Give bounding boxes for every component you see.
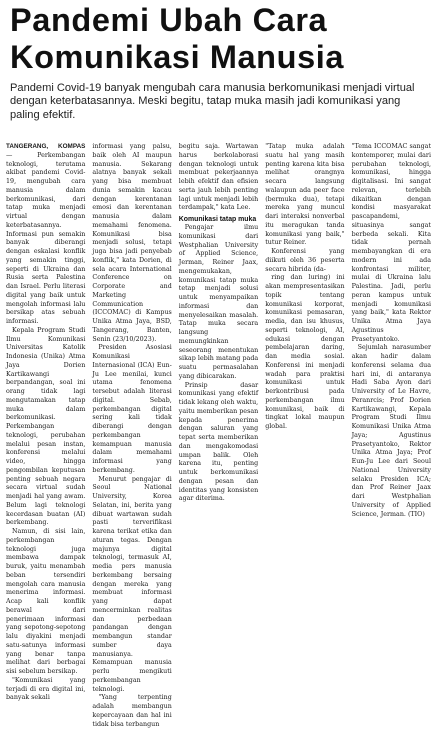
body-paragraph: ring dan luring) ini akan mempresentasikan topik tentang komunikasi korporat, komunikasi pemasaran, media, dan isu khusus, seperti teknologi, AI, edukasi dengan pembelajaran daring, dan media sosial. Konferensi ini menjadi wadah para praktisi komunikasi untuk berkontribusi pada perkembangan ilmu komunikasi, baik di tingkat lokal maupun global.: [265, 274, 345, 430]
body-column-1: [6, 143, 85, 729]
body-paragraph: Kepala Program Studi Ilmu Komunikasi Universitas Katolik Indonesia (Unika) Atma Jaya Dorien Kartikawangi berpandangan, soal ini orang tidak lagi mengutamakan tatap muka dalam berkomunikasi. Perkembangan teknologi, perubahan melalui pesan instan, konferensi melalui video, hingga pengombilan keputusan penting sebuah negara secara virtual sudah menjadi hal yang awam. Belum lagi teknologi kecerdasan buatan (AI) berkembang.: [6, 326, 86, 527]
body-paragraph: Prinsip dasar komunikasi yang efektif tidak lekang oleh waktu, yaitu memberikan pesan kepada penerima dengan saluran yang tepat serta memberikan dan mengakomodasi umpan balik. Oleh karena itu, penting untuk berkomunikasi dengan pesan dan identitas yang konsisten agar diterima.: [178, 381, 259, 503]
body-paragraph: Pengajar ilmu komunikasi dari Westphalian University of Applied Science, Jerman, Reiner Jaax, mengemukakan, komunikasi tatap muka tetap menjadi solusi untuk menyampaikan informasi dan menyelesaikan masalah. Tatap muka secara langsung memungkinkan seseorang menentukan sikap lebih matang pada suatu permasalahan yang dibicarakan.: [178, 224, 259, 380]
body-paragraph: Menurut pengajar di Seoul National University, Korea Selatan, ini, berita yang dibuat wartawan sudah pasti terverifikasi karena terikat etika dan aturan tegas. Dengan majunya digital teknologi, termasuk AI, media pers manusia berkembang bersaing dengan mereka yang membuat informasi yang dapat mencerminkan realitas dan perbedaan pandangan dengan membangun standar sumber daya manusianya. Kemampuan manusia perlu mengikuti perkembangan teknologi.: [92, 475, 172, 693]
body-paragraph: "Tema ICCOMAC sangat kontemporer, mulai dari perubahan teknologi, komunikasi, hingga digitalisasi. Ini sangat relevan, terlebih dikaitkan dengan kondisi masyarakat pascapandemi, situasinya sangat berbeda sekali. Kita tidak pernah membayangkan di era modern ini ada konfrontasi militer, mulai di Ukraina lalu Palestina. Jadi, perlu peran kampus untuk menjadi komunikasi yang baik," kata Rektor Unika Atma Jaya Agustinus Prasetyantoko.: [351, 143, 431, 343]
body-column-2: [92, 143, 171, 729]
body-paragraph: informasi yang palsu, baik oleh AI maupun manusia. Sekarang alatnya banyak sekali yang bisa membuat dunia semakin kacau dengan kerentanan emosi dan kerentanan manusia dalam memahami fenomena. Komunikasi bisa menjadi solusi, tetapi juga bisa jadi penyebab konflik," kata Dorien, di sela acara International Conference on Corporate and Marketing Communication (ICCOMAC) di Kampus Unika Atma Jaya, BSD, Tangerang, Banten, Senin (23/10/2023).: [92, 143, 172, 343]
dateline: TANGERANG, KOMPAS: [6, 143, 86, 150]
body-paragraph: begitu saja. Wartawan harus berkolaborasi dengan teknologi untuk membuat pekerjaannya lebih efektif dan efisien serta jauh lebih penting lagi untuk menjadi lebih terdampak," kata Lee.: [178, 143, 259, 212]
body-paragraph: TANGERANG, KOMPAS — Perkembangan teknologi, terutama akibat pandemi Covid-19, mengubah cara manusia dalam berkomunikasi, dari tatap muka menjadi virtual dengan keterbatasannya. Informasi pun semakin banyak diberangi dengan eskalasi konflik yang semakin tinggi, seperti di Ukraina dan Rusia serta Palestina dan Israel. Perlu literasi digital yang baik untuk mengolah informasi lalu bersikap atas sebuah informasi.: [6, 143, 86, 325]
body-column-5: [352, 143, 431, 729]
body-column-4: [265, 143, 344, 729]
body-paragraph: Sejumlah narasumber akan hadir dalam konferensi selama dua hari ini, di antaranya Hadi Saba Ayon dari University of Le Havre, Peranrcis; Prof Dorien Kartikawangi, Kepala Program Studi Ilmu Komunikasi Unika Atma Jaya; Agustinus Prasetyantoko, Rektor Unika Atma Jaya; Prof Eun-Ju Lee dari Seoul National University selaku Presiden ICA; dan Prof Reiner Jaax dari Westphalian University of Applied Science, Jerman. (TIO): [351, 344, 431, 518]
body-paragraph: "Tatap muka adalah suatu hal yang masih penting karena kita bisa melihat orangnya secara langsung walaupun ada peer face (bermuka dua), tetapi mereka yang muncul dari interaksi nonverbal itu meragukan tanda komunikasi yang baik," tutur Reiner.: [265, 143, 345, 247]
article-lede: Pandemi Covid-19 banyak mengubah cara manusia berkomunikasi menjadi virtual dengan keterbatasannya. Meski begitu, tatap muka masih jadi komunikasi yang paling efektif.: [10, 82, 415, 121]
article-body: [6, 143, 431, 728]
body-paragraph: "Yang terpenting adalah membangun kepercayaan dan hal ini tidak bisa terbangun: [92, 694, 172, 728]
body-paragraph: Namun, di sisi lain, perkembangan teknologi juga membawa dampak buruk, yaitu menambah beban tersendiri mengolah cara manusia menerima informasi. Acap kali konflik berawal dari penerimaan informasi yang sepotong-sepotong lalu diyakini menjadi satu-satunya informasi yang benar tanpa melihat dari berbagai sisi sebelum bersikap.: [6, 528, 86, 675]
body-paragraph: Presiden Asosiasi Komunikasi Internasional (ICA) Eun-Ju Lee menilai, kunci utama fenomena tersebut adalah literasi digital. Sebab, perkembangan digital sering kali tidak diberangi dengan perkembangan kemampuan manusia dalam memahami informasi yang berkembang.: [92, 344, 172, 474]
body-paragraph: "Komunikasi yang terjadi di era digital ini, banyak sekali: [6, 676, 86, 702]
body-paragraph: Konferensi yang diikuti oleh 36 peserta secara hibrida (da-: [265, 248, 345, 273]
body-column-3: [179, 143, 258, 729]
section-subhead: Komunikasi tatap muka: [178, 216, 257, 223]
article-headline: Pandemi Ubah Cara Komunikasi Manusia: [10, 2, 345, 75]
